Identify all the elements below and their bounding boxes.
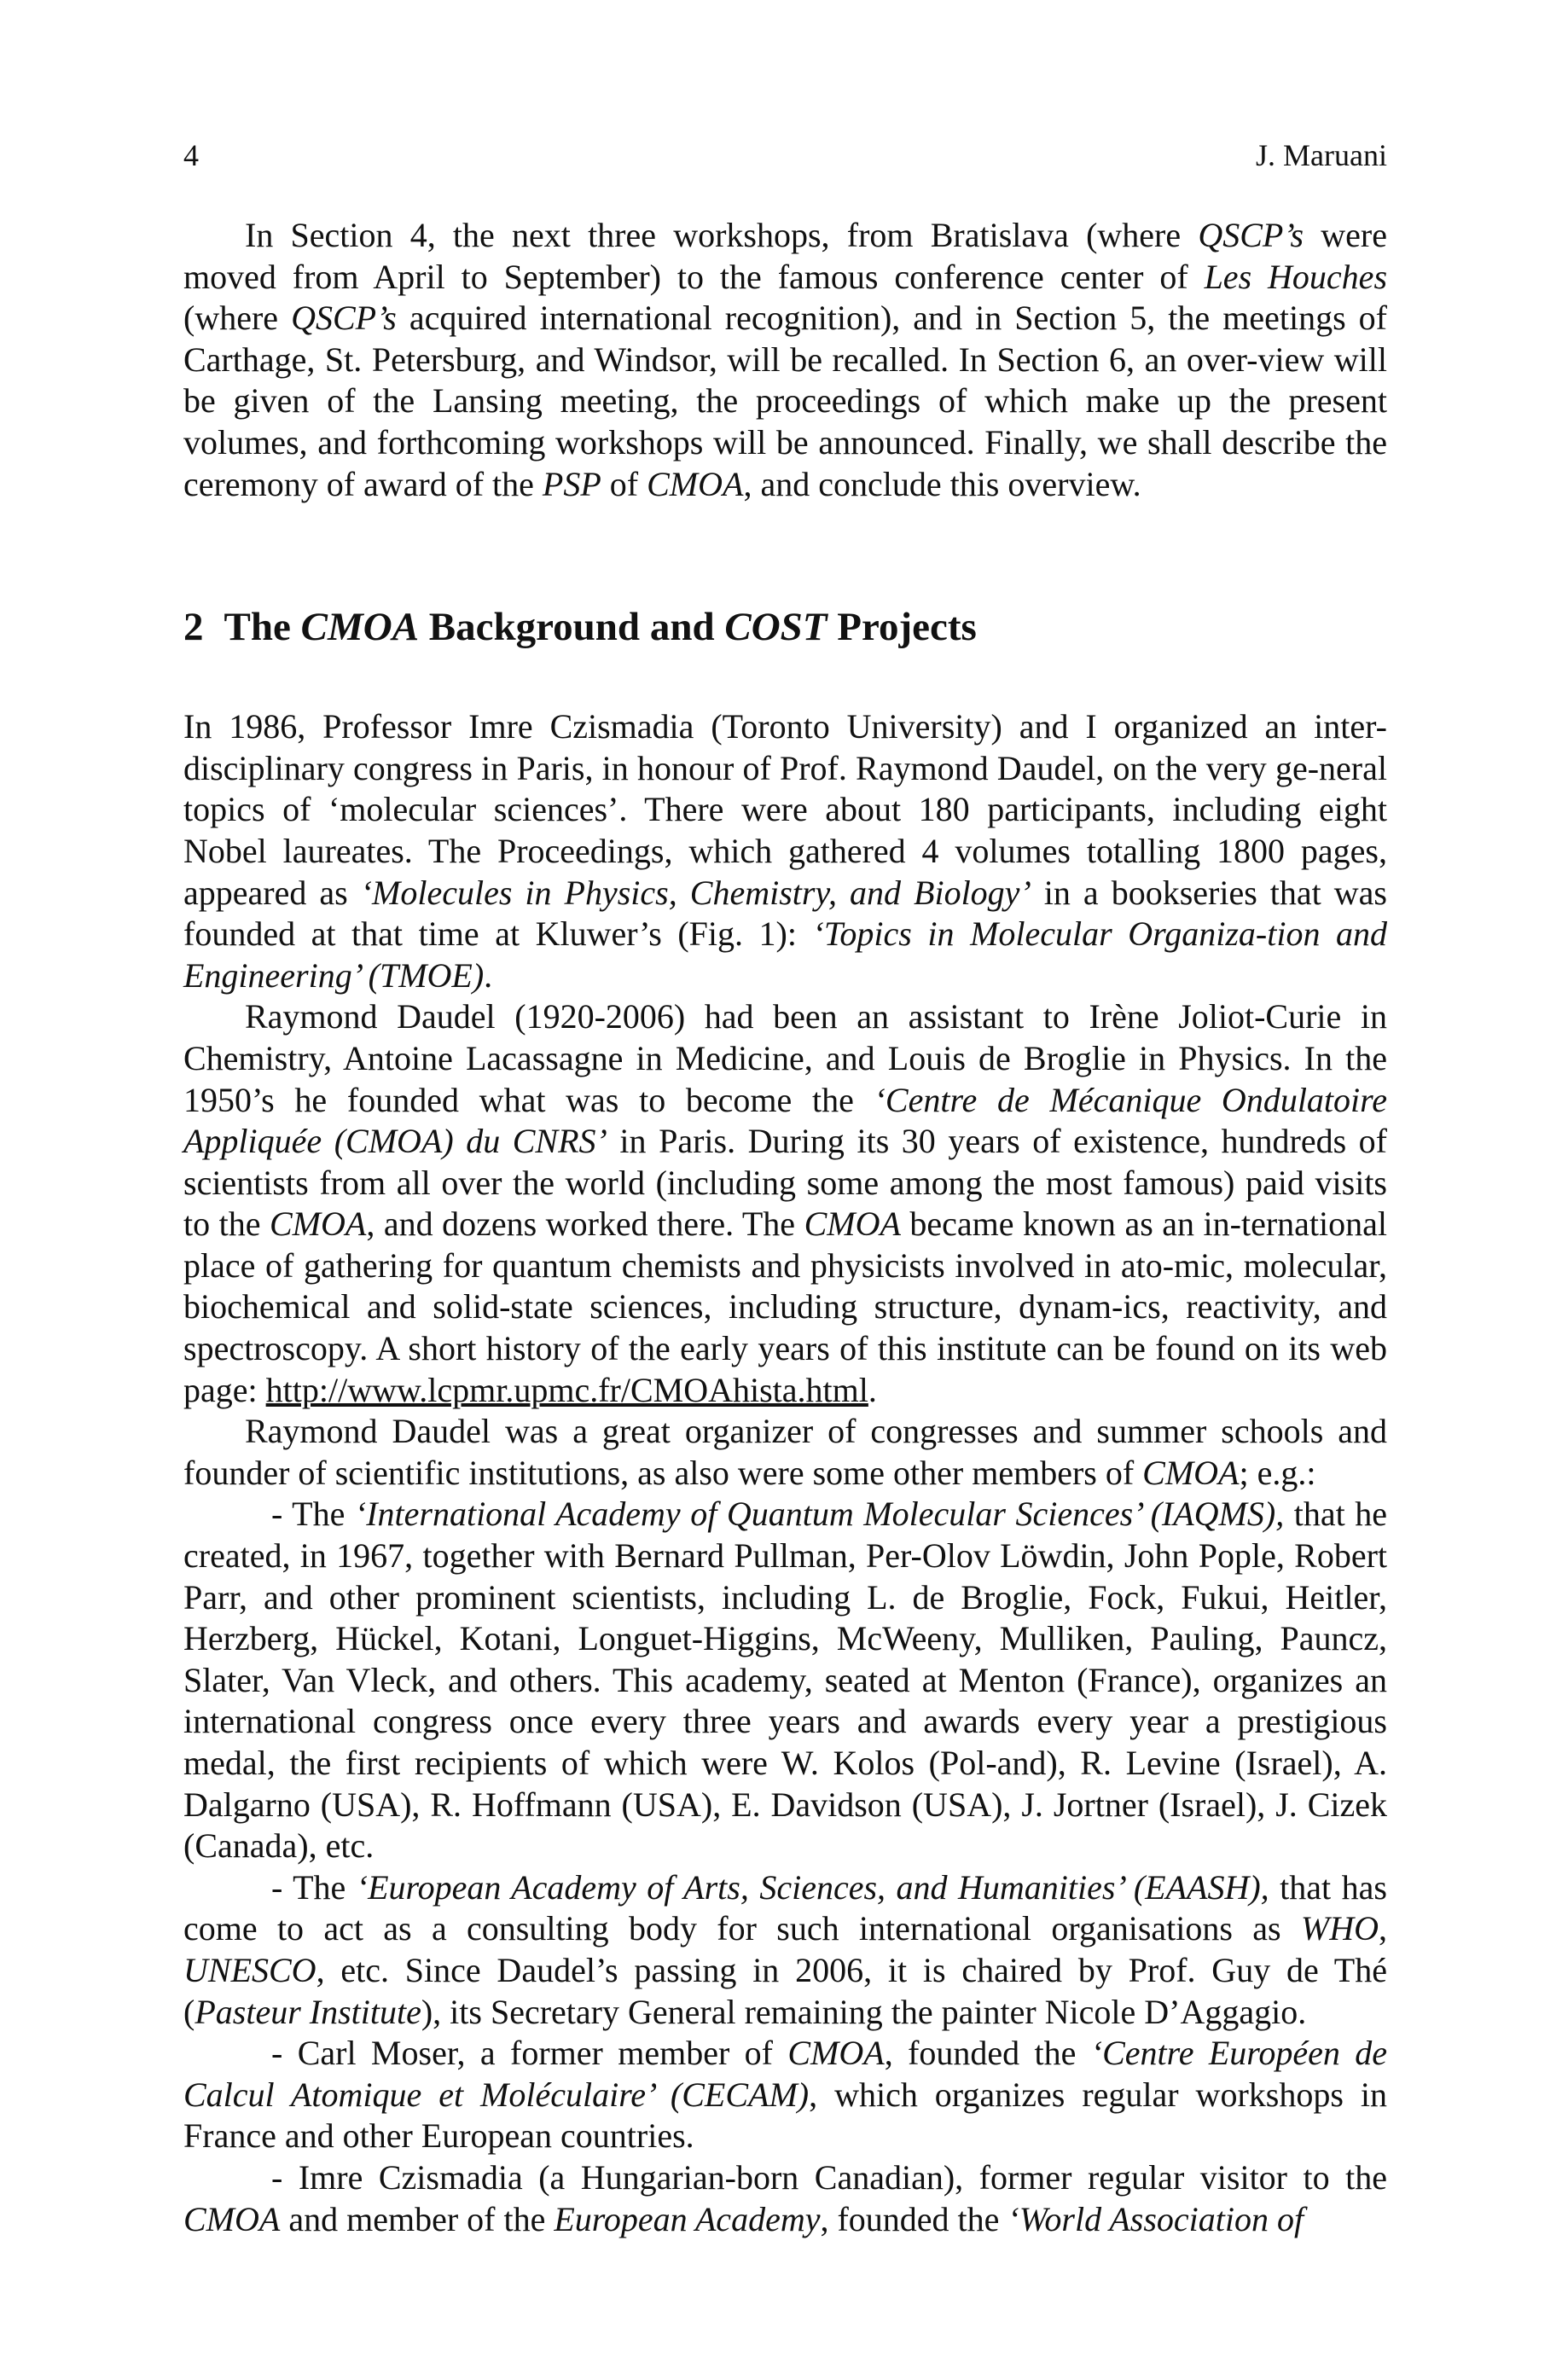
paragraph-congress: In 1986, Professor Imre Czismadia (Toronto University) and I organized an inter-disciplinary congress in Paris, in honour of Prof. Raymond Daudel, on the very ge-neral topics of ‘molecular sciences’. There were about 180 participants, including eight Nobel laureates. The Proceedings, which gathered 4 volumes totalling 1800 pages, appeared as ‘Molecules in Physics, Chemistry, and Biology’ in a bookseries that was founded at that time at Kluwer’s (Fig. 1): ‘Topics in Molecular Organiza-tion and Engineering’ (TMOE). [183, 707, 1387, 995]
running-head [183, 135, 1387, 176]
body-text [183, 215, 1387, 2240]
list-item-world-association: - Imre Czismadia (a Hungarian-born Canadian), former regular visitor to the CMOA and member of the European Academy, founded the ‘World Association of [183, 2157, 1387, 2238]
paragraph-daudel: Raymond Daudel (1920-2006) had been an assistant to Irène Joliot-Curie in Chemistry, Antoine Lacassagne in Medicine, and Louis de Broglie in Physics. In the 1950’s he founded what was to become the ‘Centre de Mécanique Ondulatoire Appliquée (CMOA) du CNRS’ in Paris. During its 30 years of existence, hundreds of scientists from all over the world (including some among the most famous) paid visits to the CMOA, and dozens worked there. The CMOA became known as an in-ternational place of gathering for quantum chemists and physicists involved in ato-mic, molecular, biochemical and solid-state sciences, including structure, dynam-ics, reactivity, and spectroscopy. A short history of the early years of this institute can be found on its web page: http://www.lcpmr.upmc.fr/CMOAhista.html. [183, 997, 1388, 1409]
list-item-cecam: - Carl Moser, a former member of CMOA, founded the ‘Centre Européen de Calcul Atomique et Moléculaire’ (CECAM), which organizes regular workshops in France and other European countries. [183, 2034, 1387, 2156]
list-item-eaash: - The ‘European Academy of Arts, Sciences, and Humanities’ (EAASH), that has come to act as a consulting body for such international organisations as WHO, UNESCO, etc. Since Daudel’s passing in 2006, it is chaired by Prof. Guy de Thé (Pasteur Institute), its Secretary General remaining the painter Nicole D’Aggagio. [183, 1867, 1387, 2031]
intro-paragraph: In Section 4, the next three workshops, from Bratislava (where QSCP’s were moved from April to September) to the famous conference center of Les Houches (where QSCP’s acquired international recognition), and in Section 5, the meetings of Carthage, St. Petersburg, and Windsor, will be recalled. In Section 6, an over-view will be given of the Lansing meeting, the proceedings of which make up the present volumes, and forthcoming workshops will be announced. Finally, we shall describe the ceremony of award of the PSP of CMOA, and conclude this overview. [183, 216, 1388, 503]
section-heading: 2 The CMOA Background and COST Projects [183, 605, 977, 650]
page-number: 4 [183, 138, 199, 172]
section-number: 2 [183, 605, 204, 650]
list-item-iaqms: - The ‘International Academy of Quantum Molecular Sciences’ (IAQMS), that he created, in 1967, together with Bernard Pullman, Per-Olov Löwdin, John Pople, Robert Parr, and other prominent scientists, including L. de Broglie, Fock, Fukui, Heitler, Herzberg, Hückel, Kotani, Longuet-Higgins, McWeeny, Mulliken, Pauling, Pauncz, Slater, Van Vleck, and others. This academy, seated at Menton (France), organizes an international congress once every three years and awards every year a prestigious medal, the first recipients of which were W. Kolos (Pol-and), R. Levine (Israel), A. Dalgarno (USA), R. Hoffmann (USA), E. Davidson (USA), J. Jortner (Israel), J. Cizek (Canada), etc. [183, 1495, 1387, 1866]
running-head-author: J. Maruani [1256, 138, 1387, 172]
paragraph-organizer: Raymond Daudel was a great organizer of congresses and summer schools and founder of scientific institutions, as also were some other members of CMOA; e.g.: [183, 1412, 1387, 1492]
cmoa-history-link[interactable]: http://www.lcpmr.upmc.fr/CMOAhista.html [265, 1370, 868, 1409]
